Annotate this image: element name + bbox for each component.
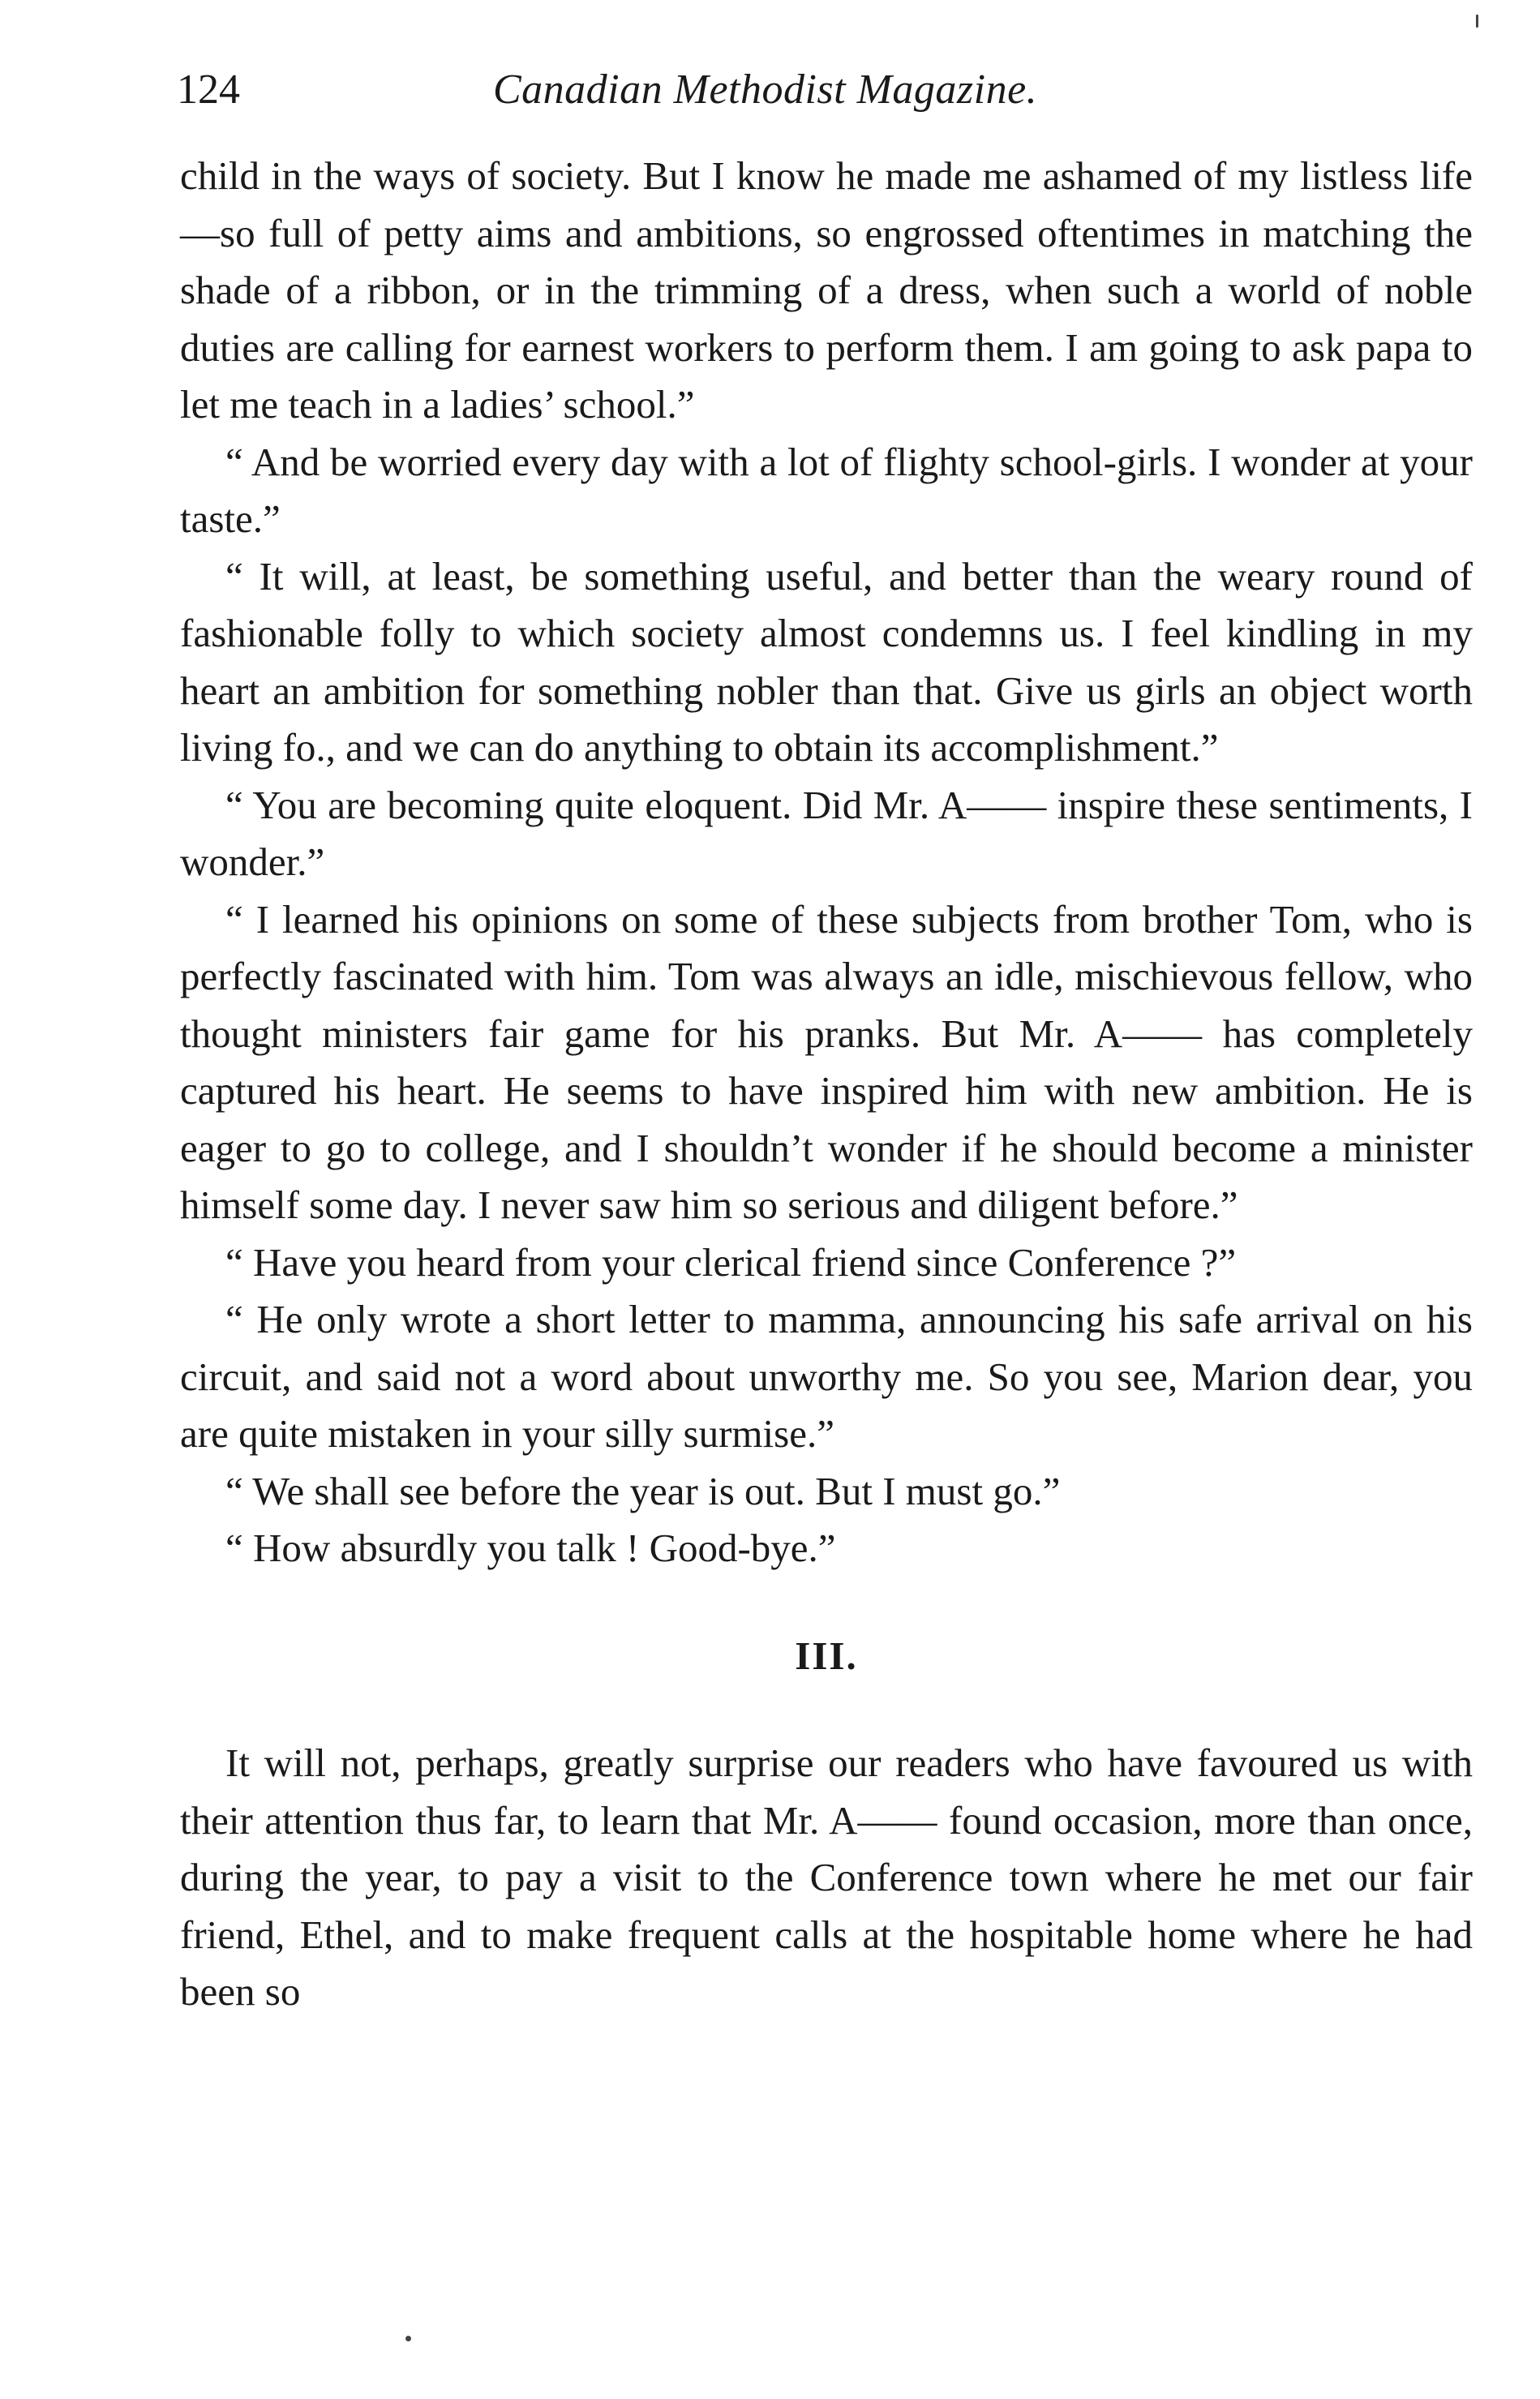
print-speck	[1476, 15, 1478, 28]
paragraph: “ It will, at least, be something useful, and better than the weary round of fashionable folly to which society almost condemns us. I feel kindling in my heart an ambition for something nobler than that. Give us girls an object worth living fo., and we can do anything to obtain its accomplishment.”	[180, 553, 1473, 770]
paragraph: “ Have you heard from your clerical friend since Conference ?”	[225, 1239, 1237, 1285]
page-number: 124	[177, 67, 240, 113]
paragraph: “ We shall see before the year is out. But I must go.”	[225, 1468, 1061, 1513]
paragraph: “ You are becoming quite eloquent. Did Mr. A—— inspire these sentiments, I wonder.”	[180, 782, 1473, 884]
paragraph: It will not, perhaps, greatly surprise our readers who have favoured us with their attention thus far, to learn that Mr. A—— found occasion, more than once, during the year, to pay a visit to the Conference town where he met our fair friend, Ethel, and to make frequent calls at the hospitable home where he had been so	[180, 1740, 1473, 2014]
running-title: Canadian Methodist Magazine.	[493, 67, 1038, 113]
body-text	[180, 148, 1473, 2021]
paragraph: “ He only wrote a short letter to mamma, announcing his safe arrival on his circuit, and said not a word about unworthy me. So you see, Marion dear, you are quite mistaken in your silly surmise.”	[180, 1297, 1473, 1456]
paragraph: “ And be worried every day with a lot of flighty school-girls. I wonder at your taste.”	[180, 439, 1473, 541]
paragraph: “ How absurdly you talk ! Good-bye.”	[225, 1526, 836, 1570]
paragraph: “ I learned his opinions on some of these subjects from brother Tom, who is perfectly fascinated with him. Tom was always an idle, mischievous fellow, who thought ministers fair game for his pranks. But Mr. A—— has completely captured his heart. He seems to have inspired him with new ambition. He is eager to go to college, and I shouldn’t wonder if he should become a minister himself some day. I never saw him so serious and diligent before.”	[180, 896, 1473, 1227]
section-heading: III.	[795, 1633, 858, 1678]
paragraph: child in the ways of society. But I know he made me ashamed of my listless life—so full of petty aims and ambitions, so engrossed oftentimes in matching the shade of a ribbon, or in the trimming of a dress, when such a world of noble duties are calling for earnest workers to perform them. I am going to ask papa to let me teach in a ladies’ school.”	[180, 153, 1473, 427]
page-header	[177, 54, 1474, 127]
print-speck	[405, 2336, 411, 2341]
